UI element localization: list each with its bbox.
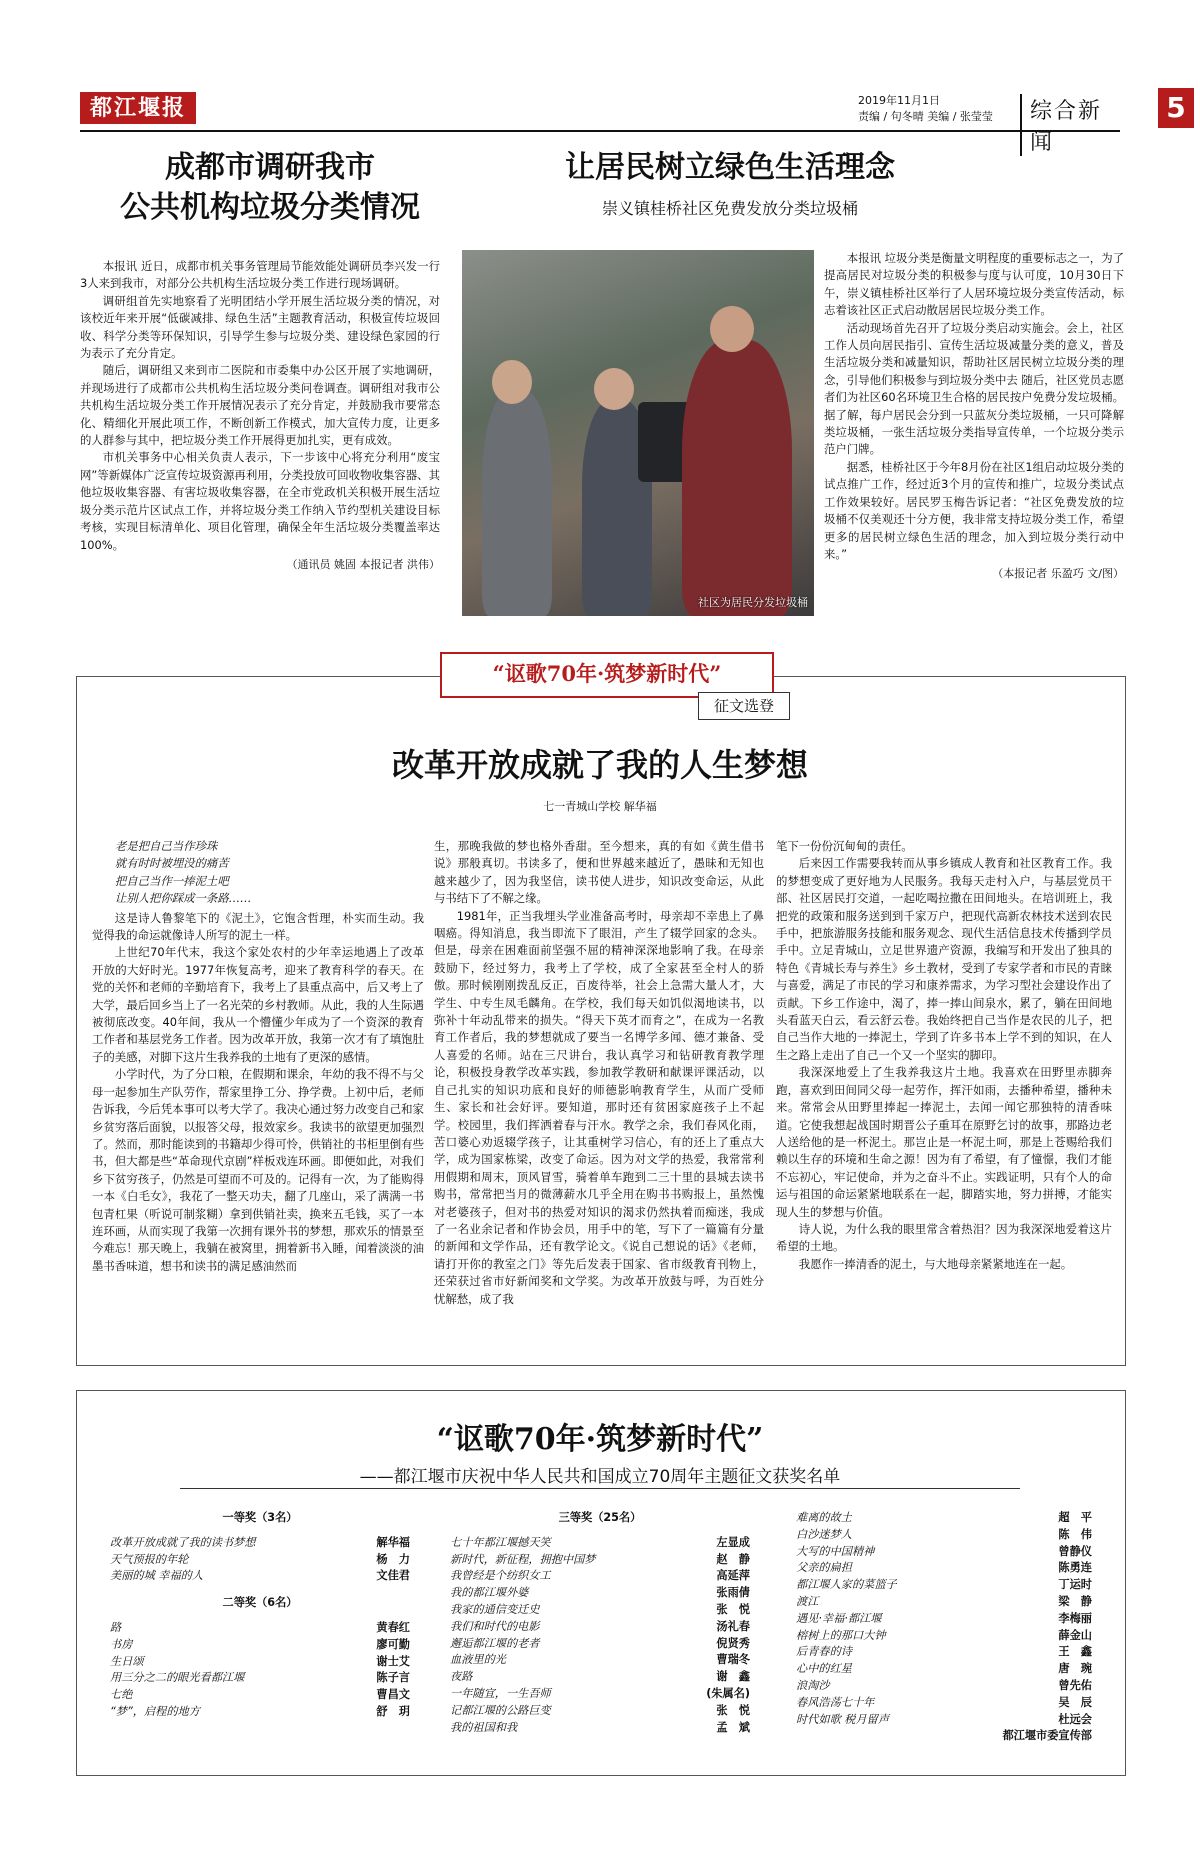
- article1-title: [80, 148, 460, 228]
- section-name: 综合新闻: [1020, 94, 1120, 156]
- award-author: 丁运时: [1058, 1578, 1092, 1592]
- essay-paragraph: 小学时代，为了分口粮，在假期和课余，年幼的我不得不与父母一起参加生产队劳作，帮家里挣工分、挣学费。上初中后，老师告诉我，今后凭本事可以考大学了。我决心通过努力改变自己和家乡贫穷落后面貌，以报答父母，报效家乡。我读书的欲望更加强烈了。然而，那时能读到的书籍却少得可怜，供销社的书柜里倒有些书，但大都是些“革命现代京剧”样板戏连环画。即便如此，对我们乡下贫穷孩子，仍然是可望而不可及的。记得有一次，为了能购得一本《白毛女》，我花了一整天功夫，翻了几座山，采了满满一书包青杠果（听说可制浆糊）拿到供销社卖，换来五毛钱，买了一本连环画，从而实现了我第一次拥有课外书的梦想，那欢乐的情景至今难忘！那天晚上，我躺在被窝里，拥着新书入睡，闻着淡淡的油墨书香味道，想书和读书的满足感油然而: [92, 1067, 424, 1273]
- award-author: 解华福: [376, 1535, 410, 1549]
- awards-organizer: 都江堰市委宣传部: [1002, 1729, 1092, 1743]
- page-number: 5: [1158, 88, 1194, 128]
- award-work-title: 白沙迷梦人: [796, 1527, 852, 1541]
- article2-paragraph: 据悉，桂桥社区于今年8月份在社区1组启动垃圾分类的试点推广工作，经过近3个月的宣传和推广，垃圾分类试点工作效果较好。居民罗玉梅告诉记者：“社区免费发放的垃圾桶不仅美观还十分方便，我非常支持垃圾分类工作，希望更多的居民树立绿色生活的理念，加入到垃圾分类行动中来。”: [824, 459, 1124, 561]
- award-entry: [796, 1678, 1092, 1695]
- second-prize-heading: 二等奖（6名）: [222, 1596, 298, 1610]
- award-author: 陈勇连: [1058, 1561, 1092, 1575]
- award-entry: [796, 1560, 1092, 1577]
- award-author: 舒 玥: [376, 1704, 410, 1718]
- award-entry: [110, 1654, 410, 1671]
- award-entry: [796, 1527, 1092, 1544]
- award-entry: [110, 1620, 410, 1637]
- article1-paragraph: 本报讯 近日，成都市机关事务管理局节能效能处调研员李兴发一行3人来到我市，对部分公共机构生活垃圾分类工作进行现场调研。: [80, 259, 440, 291]
- essay-author: 七一青城山学校 解华福: [543, 800, 657, 813]
- poem-line: 让别人把你踩成一条路……: [114, 891, 252, 906]
- award-entry: [450, 1568, 750, 1585]
- awards-column-3: [796, 1510, 1092, 1745]
- award-author: 谢 鑫: [716, 1670, 750, 1684]
- award-author: 孟 斌: [716, 1720, 750, 1734]
- award-work-title: 我的祖国和我: [450, 1720, 518, 1734]
- award-entry: [110, 1670, 410, 1687]
- award-author: 王 鑫: [1058, 1645, 1092, 1659]
- article1-credit: （通讯员 姚固 本报记者 洪伟）: [286, 557, 440, 571]
- award-author: 张雨倩: [716, 1586, 750, 1600]
- award-work-title: 生日颂: [110, 1654, 144, 1668]
- award-work-title: 大写的中国精神: [796, 1544, 875, 1558]
- award-entry: [796, 1544, 1092, 1561]
- award-entry: [796, 1712, 1092, 1729]
- award-work-title: 时代如歌 税月留声: [796, 1712, 890, 1726]
- photo-person: [682, 340, 792, 616]
- awards-subtitle: ——都江堰市庆祝中华人民共和国成立70周年主题征文获奖名单: [359, 1467, 841, 1487]
- award-work-title: 浪淘沙: [796, 1678, 830, 1692]
- award-author: 谢士艾: [376, 1654, 410, 1668]
- essay-paragraph: 生，那晚我做的梦也格外香甜。至今想来，真的有如《黄生借书说》那般真切。书读多了，便和世界越来越近了，愚昧和无知也越来越少了，因为我坚信，读书使人进步，知识改变命运，从此与书结下了不解之缘。: [434, 839, 764, 906]
- photo-face: [594, 368, 634, 410]
- award-entry: [110, 1552, 410, 1569]
- award-entry: [796, 1510, 1092, 1527]
- article2-credit: （本报记者 乐盈巧 文/图）: [992, 567, 1124, 581]
- third-prize-list-continued: [796, 1510, 1092, 1728]
- article2-subtitle: 崇义镇桂桥社区免费发放分类垃圾桶: [601, 199, 858, 218]
- award-author: 文佳君: [376, 1569, 410, 1583]
- award-work-title: 美丽的城 幸福的人: [110, 1569, 204, 1583]
- award-entry: [450, 1585, 750, 1602]
- award-author: 陈子言: [376, 1671, 410, 1685]
- essay-column-2: [434, 838, 764, 1308]
- essay-paragraph: 我深深地爱上了生我养我这片土地。我喜欢在田野里赤脚奔跑，喜欢到田间同父母一起劳作，挥汗如雨，去播种希望，播种未来。常常会从田野里捧起一捧泥土，去闻一闻它那独特的清香味道。它使我想起战国时期晋公子重耳在原野乞讨的故事，那路边老人送给他的是一杯泥土。那岂止是一杯泥土呵，那是上苍赐给我们赖以生存的环境和生命之源！因为有了希望，有了憧憬，我们才能不忘初心，牢记使命，并为之奋斗不止。实践证明，只有个人的命运与祖国的命运紧紧地联系在一起，脚踏实地，努力拼搏，才能实现人生的梦想与价值。: [776, 1065, 1112, 1219]
- award-author: 梁 静: [1058, 1594, 1092, 1608]
- photo-person: [482, 390, 552, 616]
- award-work-title: 一年随宜，一生吾师: [450, 1686, 551, 1700]
- award-work-title: 榕树上的那口大钟: [796, 1628, 886, 1642]
- award-author: 超 平: [1058, 1511, 1092, 1524]
- poem-line: 把自己当作一捧泥土吧: [114, 873, 229, 888]
- essay-paragraph: 笔下一份份沉甸甸的责任。: [776, 839, 913, 853]
- award-work-title: 都江堰人家的菜篮子: [796, 1578, 897, 1592]
- award-work-title: 遇见·幸福·都江堰: [796, 1611, 882, 1625]
- award-work-title: 新时代，新征程，拥抱中国梦: [450, 1552, 596, 1566]
- awards-column-1: [110, 1510, 410, 1721]
- award-entry: [110, 1568, 410, 1585]
- poem-line: 就有时时被埋没的痛苦: [114, 856, 229, 871]
- essay-column-3: [776, 838, 1112, 1273]
- award-work-title: 我的都江堰外婆: [450, 1586, 529, 1600]
- award-entry: [450, 1720, 750, 1737]
- award-author: 左显成: [716, 1535, 750, 1549]
- award-work-title: 夜路: [450, 1670, 473, 1684]
- award-author: 杨 力: [376, 1552, 410, 1566]
- essay-paragraph: 我愿作一捧清香的泥土，与大地母亲紧紧地连在一起。: [798, 1256, 1073, 1271]
- essay-paragraph: 这是诗人鲁黎笔下的《泥土》，它饱含哲理，朴实而生动。我觉得我的命运就像诗人所写的泥土一样。: [92, 910, 424, 943]
- essay-poem: [92, 838, 424, 908]
- photo-caption: 社区为居民分发垃圾桶: [698, 596, 808, 609]
- essay-paragraph: 1981年，正当我埋头学业准备高考时，母亲却不幸患上了鼻咽癌。得知消息，我当即流下了眼泪，产生了辍学回家的念头。但是，母亲在困难面前坚强不屈的精神深深地影响了我。在母亲鼓励下，经过努力，我考上了学校，成了全家甚至全村人的骄傲。那时候刚刚拨乱反正，百废待举，社会上急需大量人才，大学生、中专生凤毛麟角。在学校，我们每天如饥似渴地读书，以弥补十年动乱带来的损失。“得天下英才而育之”，在成为一名教育工作者后，我的梦想就成了要当一名博学多闻、德才兼备、受人喜爱的名师。站在三尺讲台，我认真学习和钻研教育教学理论，积极投身教学改革实践，参加教学教研和献课评课活动，以自己扎实的知识功底和良好的师德影响教育学生，从而广受师生、家长和社会好评。要知道，那时还有贫困家庭孩子上不起学。校园里，我们挥洒着春与汗水。教学之余，我们春风化雨，苦口婆心劝返辍学孩子，让其重树学习信心，有的还上了重点大学，成为国家栋梁，改变了命运。因为对文学的热爱，我常常利用假期和周末，顶风冒雪，骑着单车跑到二三十里的县城去读书购书，常常把当月的微薄薪水几乎全用在购书书购报上，虽然愧对老婆孩子，但对书的热爱对知识的渴求仍然执着而痴迷，我成了一名业余记者和作协会员，用手中的笔，写下了一篇篇有分量的新闻和文学作品，还有教学论文。《说自己想说的话》《老师，请打开你的教室之门》等先后发表于国家、省市级教育刊物上，还荣获过省市好新闻奖和文学奖。为改革开放鼓与呼，为百姓分忧解愁，成了我: [434, 908, 764, 1306]
- award-author: 倪贤秀: [716, 1636, 750, 1650]
- award-work-title: 血液里的光: [450, 1653, 506, 1667]
- first-prize-list: [110, 1535, 410, 1585]
- award-author: 杜远会: [1058, 1712, 1092, 1726]
- award-entry: [450, 1636, 750, 1653]
- award-entry: [110, 1704, 410, 1721]
- award-work-title: 改革开放成就了我的读书梦想: [110, 1535, 256, 1549]
- award-work-title: “梦”，启程的地方: [110, 1704, 200, 1718]
- award-work-title: 春风浩荡七十年: [796, 1695, 875, 1709]
- award-entry: [450, 1669, 750, 1686]
- essay-column-1: [92, 838, 424, 1275]
- award-entry: [796, 1577, 1092, 1594]
- article2-paragraph: 活动现场首先召开了垃圾分类启动实施会。会上，社区工作人员向居民指引、宣传生活垃圾减量分类的意义，普及生活垃圾分类和减量知识，帮助社区居民树立垃圾分类的理念，引导他们积极参与到垃圾分类中去 随后，社区党员志愿者们为社区60名环境卫生合格的居民按户免费分发垃圾桶。据了解，每户居民会分到一只蓝灰分类垃圾桶，一只可降解类垃圾桶，一张生活垃圾分类指导宣传单，一个垃圾分类示范户门牌。: [824, 320, 1124, 457]
- article2-body: [824, 250, 1124, 583]
- second-prize-list: [110, 1620, 410, 1721]
- award-entry: [450, 1602, 750, 1619]
- award-work-title: 父亲的扁担: [796, 1561, 852, 1575]
- award-work-title: 邂逅都江堰的老者: [450, 1636, 540, 1650]
- award-author: 陈 伟: [1058, 1527, 1092, 1541]
- photo-face: [492, 360, 532, 404]
- award-work-title: 路: [110, 1620, 122, 1634]
- award-author: 黄春红: [376, 1620, 410, 1634]
- article2-paragraph: 本报讯 垃圾分类是衡量文明程度的重要标志之一，为了提高居民对垃圾分类的积极参与度与认可度，10月30日下午，崇义镇桂桥社区举行了人居环境垃圾分类宣传活动，标志着该社区正式启动散居居民垃圾分类工作。: [824, 251, 1124, 318]
- award-entry: [450, 1552, 750, 1569]
- award-work-title: 七绝: [110, 1688, 133, 1702]
- award-author: (朱属名): [706, 1686, 750, 1700]
- award-entry: [110, 1687, 410, 1704]
- award-entry: [796, 1644, 1092, 1661]
- award-entry: [450, 1535, 750, 1552]
- issue-date: 2019年11月1日: [858, 94, 940, 107]
- award-entry: [450, 1619, 750, 1636]
- award-author: 高延萍: [716, 1569, 750, 1583]
- article1-paragraph: 随后，调研组又来到市二医院和市委集中办公区开展了实地调研，并现场进行了成都市公共机构生活垃圾分类问卷调查。调研组对我市公共机构生活垃圾分类工作开展情况表示了充分肯定，并鼓励我市要常态化、精细化开展此项工作，不断创新工作模式，加大宣传力度，让更多的人群参与其中，把垃圾分类工作开展得更加扎实，更有成效。: [80, 363, 440, 448]
- essay-paragraph: 诗人说，为什么我的眼里常含着热泪？因为我深深地爱着这片希望的土地。: [776, 1221, 1112, 1254]
- award-entry: [450, 1652, 750, 1669]
- awards-column-2: [450, 1510, 750, 1736]
- article1-title-line1: 成都市调研我市: [165, 150, 375, 185]
- award-entry: [110, 1637, 410, 1654]
- award-author: 廖可勤: [376, 1637, 410, 1651]
- award-work-title: 我家的通信变迁史: [450, 1602, 540, 1616]
- award-work-title: 七十年都江堰撼天笑: [450, 1535, 551, 1549]
- award-work-title: 天气预报的年轮: [110, 1552, 189, 1566]
- award-work-title: 心中的红星: [796, 1662, 852, 1676]
- award-work-title: 记都江堰的公路巨变: [450, 1703, 551, 1717]
- essay-tag: 征文选登: [698, 692, 790, 720]
- masthead: [80, 88, 1186, 155]
- article1-paragraph: 市机关事务中心相关负责人表示，下一步该中心将充分利用“废宝网”等新媒体广泛宣传垃圾资源再利用，分类投放可回收物收集容器、其他垃圾收集容器、有害垃圾收集容器，在全市党政机关积极开展生活垃圾分类示范片区试点工作，并将垃圾分类工作纳入节约型机关建设目标考核，实现目标清单化、项目化管理，确保全年生活垃圾分类覆盖率达100%。: [80, 450, 440, 552]
- essay-banner: “讴歌70年·筑梦新时代”: [440, 652, 774, 698]
- award-work-title: 用三分之二的眼光看都江堰: [110, 1671, 245, 1685]
- award-work-title: 难离的故土: [796, 1511, 852, 1524]
- essay-paragraph: 后来因工作需要我转而从事乡镇成人教育和社区教育工作。我的梦想变成了更好地为人民服务。我每天走村入户，与基层党员干部、社区居民打交道，一起吃喝拉撒在田间地头。在培训班上，我把党的政策和服务送到到千家万户，把现代高新农林技术送到农民手中，把旅游服务技能和服务观念、现代生活信息技术传播到学员手中。立足青城山，立足世界遗产资源，我编写和开发出了独具的特色《青城长寿与养生》乡土教材，受到了专家学者和市民的青睐与喜爱，满足了市民的学习和康养需求，为学习型社会建设作出了贡献。下乡工作途中，渴了，捧一捧山间泉水，累了，躺在田间地头看蓝天白云，看云舒云卷。我始终把自己当作是农民的儿子，把自己当作大地的一捧泥土，学到了许多书本上学不到的知识，在人生之路上走出了自己一个又一个坚实的脚印。: [776, 856, 1112, 1062]
- award-author: 曾先佑: [1058, 1678, 1092, 1692]
- award-entry: [450, 1686, 750, 1703]
- award-author: 曾静仪: [1058, 1544, 1092, 1558]
- award-entry: [796, 1594, 1092, 1611]
- article2-photo: [462, 250, 814, 616]
- award-work-title: 后青春的诗: [796, 1645, 852, 1659]
- award-entry: [450, 1703, 750, 1720]
- poem-line: 老是把自己当作珍珠: [114, 839, 218, 853]
- award-author: 赵 静: [716, 1552, 750, 1566]
- essay-title: 改革开放成就了我的人生梦想: [391, 746, 808, 784]
- award-entry: [110, 1535, 410, 1552]
- award-entry: [796, 1661, 1092, 1678]
- award-author: 唐 琬: [1058, 1662, 1092, 1676]
- article1-title-line2: 公共机构垃圾分类情况: [120, 190, 420, 225]
- essay-paragraph: 上世纪70年代末，我这个家处农村的少年幸运地遇上了改革开放的大好时光。1977年恢复高考，迎来了教育科学的春天。在党的关怀和老师的辛勤培育下，我考上了县重点高中，后又考上了大学，最后回乡当上了一名光荣的乡村教师。从此，我的人生际遇被彻底改变。40年间，我从一个懵懂少年成为了一个资深的教育工作者和基层党务工作者。因为改革开放，我第一次才有了填饱肚子的美感，对脚下这片生我养我的土地有了更深的感情。: [92, 945, 424, 1064]
- award-author: 薛金山: [1058, 1628, 1092, 1642]
- newspaper-logo: 都江堰报: [80, 92, 196, 124]
- award-entry: [796, 1695, 1092, 1712]
- photo-face: [710, 306, 754, 352]
- award-author: 曹瑞冬: [716, 1653, 750, 1667]
- article1-body: [80, 258, 440, 573]
- article1-paragraph: 调研组首先实地察看了光明团结小学开展生活垃圾分类的情况，对该校近年来开展“低碳减排、绿色生活”主题教育活动，积极宣传垃圾回收、科学分类等环保知识，引导学生参与垃圾分类、建设绿色家园的行为表示了充分肯定。: [80, 293, 440, 361]
- award-entry: [796, 1628, 1092, 1645]
- awards-divider: [180, 1488, 1020, 1489]
- award-author: 汤礼春: [716, 1619, 750, 1633]
- awards-title: “讴歌70年·筑梦新时代”: [436, 1422, 764, 1457]
- third-prize-list: [450, 1535, 750, 1737]
- award-work-title: 书房: [110, 1637, 133, 1651]
- award-author: 曹昌文: [376, 1688, 410, 1702]
- award-author: 李梅丽: [1058, 1611, 1092, 1625]
- award-work-title: 我曾经是个纺织女工: [450, 1569, 551, 1583]
- third-prize-heading: 三等奖（25名）: [558, 1511, 642, 1524]
- award-work-title: 渡江: [796, 1594, 819, 1608]
- editors-line: 责编 / 句冬晴 美编 / 张莹莹: [858, 110, 993, 123]
- award-author: 吴 辰: [1058, 1695, 1092, 1709]
- first-prize-heading: 一等奖（3名）: [222, 1511, 298, 1524]
- award-entry: [796, 1611, 1092, 1628]
- article2-title: 让居民树立绿色生活理念: [565, 150, 895, 185]
- award-author: 张 悦: [716, 1602, 750, 1616]
- award-author: 张 悦: [716, 1703, 750, 1717]
- award-work-title: 我们和时代的电影: [450, 1619, 540, 1633]
